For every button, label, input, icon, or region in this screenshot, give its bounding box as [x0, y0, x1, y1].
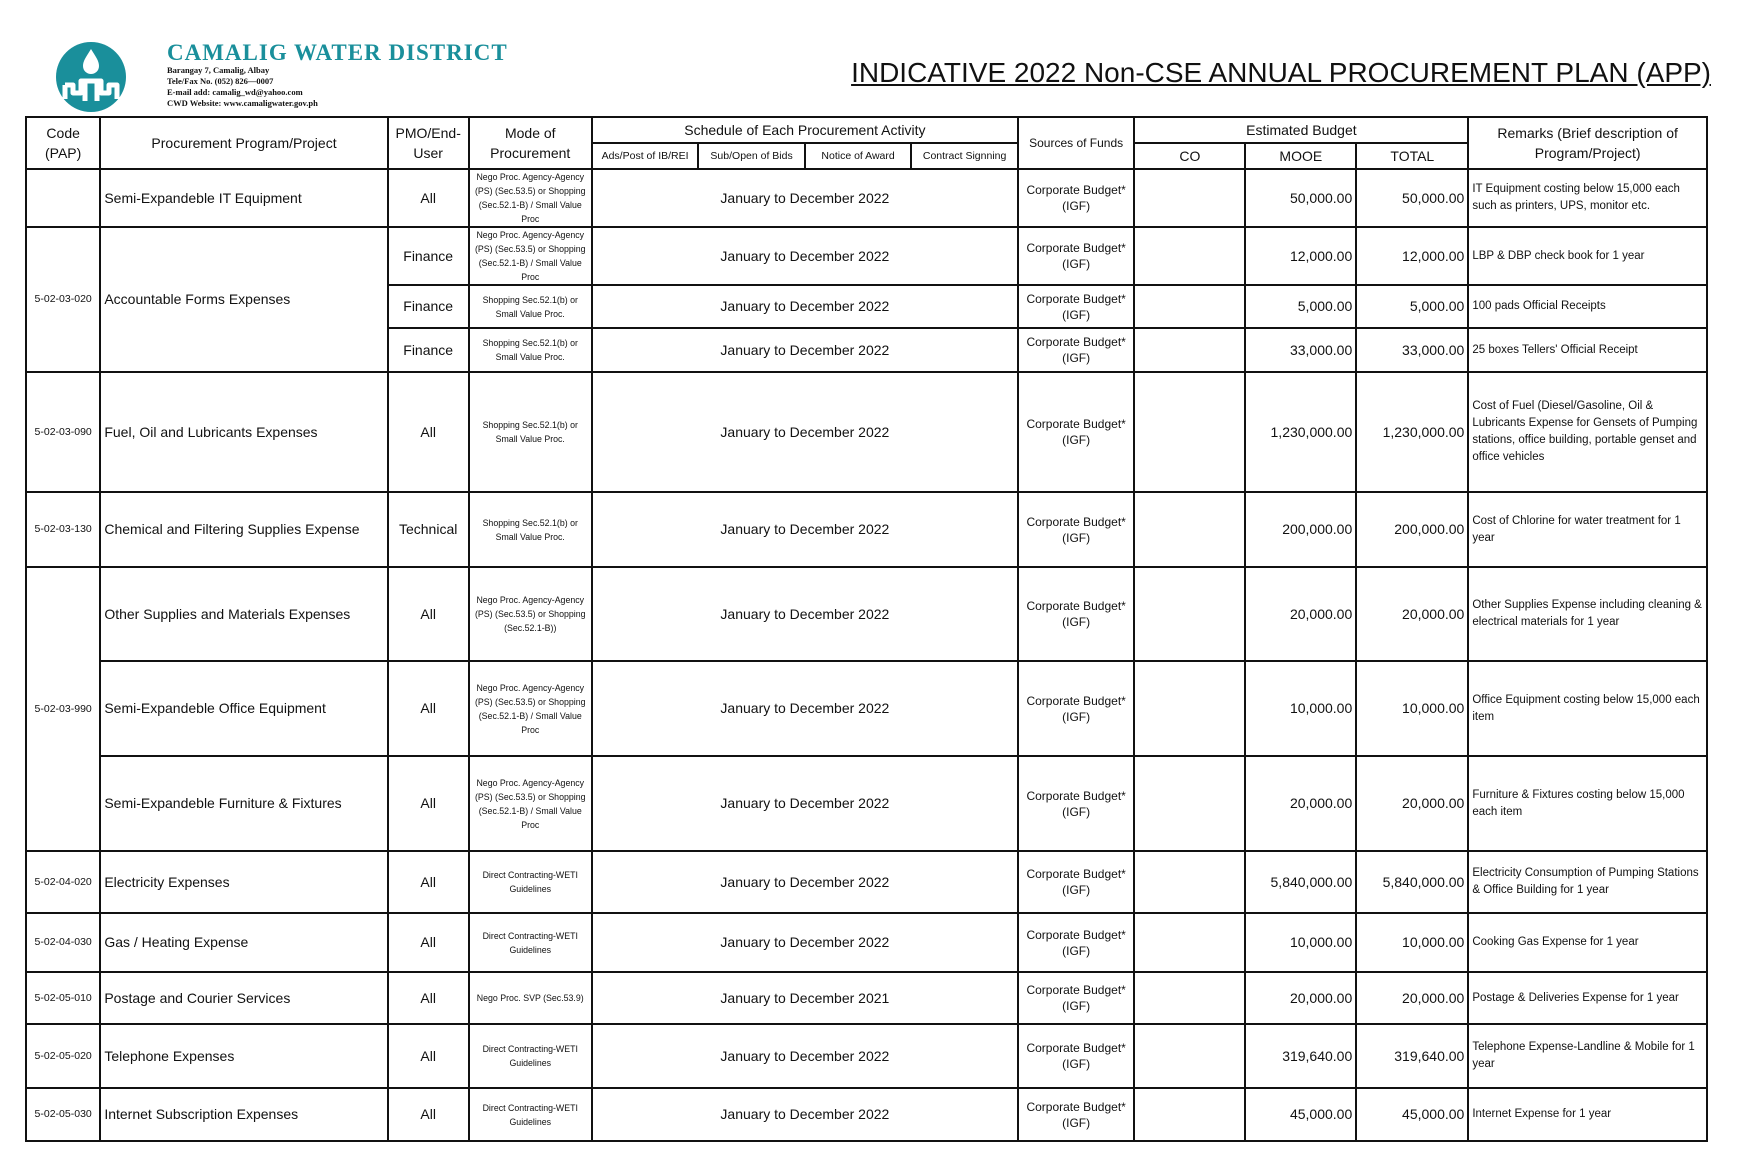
row-pmo: All	[388, 567, 469, 661]
row-co	[1134, 972, 1245, 1024]
row-co	[1134, 661, 1245, 756]
row-remarks: Internet Expense for 1 year	[1468, 1088, 1707, 1141]
row-total: 33,000.00	[1356, 328, 1468, 372]
row-co	[1134, 227, 1245, 285]
procurement-plan-table	[25, 116, 1708, 1142]
row-schedule: January to December 2022	[592, 328, 1018, 372]
table-row	[26, 972, 1707, 1024]
row-fund: Corporate Budget*(IGF)	[1018, 756, 1135, 851]
table-row	[26, 169, 1707, 227]
row-fund: Corporate Budget*(IGF)	[1018, 227, 1135, 285]
row-mode: Shopping Sec.52.1(b) or Small Value Proc.	[469, 492, 592, 567]
table-row	[26, 227, 1707, 285]
row-mode: Direct Contracting-WETI Guidelines	[469, 1088, 592, 1141]
cwd-water-drop-logo-icon	[55, 41, 127, 113]
row-remarks: Postage & Deliveries Expense for 1 year	[1468, 972, 1707, 1024]
table-row	[26, 492, 1707, 567]
row-schedule: January to December 2022	[592, 756, 1018, 851]
row-remarks: LBP & DBP check book for 1 year	[1468, 227, 1707, 285]
row-mode: Nego Proc. SVP (Sec.53.9)	[469, 972, 592, 1024]
row-pmo: Finance	[388, 328, 469, 372]
row-fund: Corporate Budget*(IGF)	[1018, 169, 1135, 227]
row-schedule: January to December 2022	[592, 492, 1018, 567]
row-code	[26, 169, 100, 227]
header-remarks: Remarks (Brief description of Program/Project)	[1468, 117, 1707, 169]
row-mooe: 20,000.00	[1245, 756, 1356, 851]
row-mooe: 50,000.00	[1245, 169, 1356, 227]
header-budget: Estimated Budget	[1134, 117, 1468, 143]
row-co	[1134, 372, 1245, 492]
row-total: 20,000.00	[1356, 567, 1468, 661]
table-row	[26, 567, 1707, 661]
row-fund: Corporate Budget*(IGF)	[1018, 567, 1135, 661]
row-program: Other Supplies and Materials Expenses	[100, 567, 387, 661]
row-schedule: January to December 2022	[592, 1024, 1018, 1088]
row-program: Telephone Expenses	[100, 1024, 387, 1088]
row-mode: Direct Contracting-WETI Guidelines	[469, 913, 592, 972]
row-pmo: Finance	[388, 285, 469, 328]
row-remarks: Cost of Fuel (Diesel/Gasoline, Oil & Lubricants Expense for Gensets of Pumping stations, office building, portable genset and office vehicles	[1468, 372, 1707, 492]
row-program: Internet Subscription Expenses	[100, 1088, 387, 1141]
row-total: 5,840,000.00	[1356, 851, 1468, 913]
table-row	[26, 661, 1707, 756]
row-program: Accountable Forms Expenses	[100, 227, 387, 372]
row-remarks: Other Supplies Expense including cleaning & electrical materials for 1 year	[1468, 567, 1707, 661]
row-mooe: 319,640.00	[1245, 1024, 1356, 1088]
row-fund: Corporate Budget*(IGF)	[1018, 492, 1135, 567]
row-mode: Nego Proc. Agency-Agency (PS) (Sec.53.5) or Shopping (Sec.52.1-B))	[469, 567, 592, 661]
row-co	[1134, 756, 1245, 851]
table-row	[26, 756, 1707, 851]
row-pmo: All	[388, 913, 469, 972]
row-remarks: Cooking Gas Expense for 1 year	[1468, 913, 1707, 972]
row-co	[1134, 169, 1245, 227]
row-co	[1134, 567, 1245, 661]
row-total: 10,000.00	[1356, 661, 1468, 756]
row-pmo: All	[388, 169, 469, 227]
header-mode: Mode of Procurement	[469, 117, 592, 169]
row-remarks: 25 boxes Tellers' Official Receipt	[1468, 328, 1707, 372]
row-total: 5,000.00	[1356, 285, 1468, 328]
org-address: Barangay 7, Camalig, Albay	[167, 65, 270, 75]
header-pmo: PMO/End-User	[388, 117, 469, 169]
row-fund: Corporate Budget*(IGF)	[1018, 285, 1135, 328]
table-row	[26, 1024, 1707, 1088]
row-total: 12,000.00	[1356, 227, 1468, 285]
row-schedule: January to December 2022	[592, 227, 1018, 285]
row-schedule: January to December 2022	[592, 913, 1018, 972]
row-fund: Corporate Budget*(IGF)	[1018, 1088, 1135, 1141]
header-total: TOTAL	[1356, 143, 1468, 169]
header-sub-open: Sub/Open of Bids	[698, 143, 805, 169]
row-total: 200,000.00	[1356, 492, 1468, 567]
row-remarks: Furniture & Fixtures costing below 15,000 each item	[1468, 756, 1707, 851]
header-contract-signing: Contract Signning	[911, 143, 1018, 169]
row-schedule: January to December 2021	[592, 972, 1018, 1024]
row-schedule: January to December 2022	[592, 567, 1018, 661]
table-row	[26, 1088, 1707, 1141]
org-info	[167, 41, 508, 109]
row-program: Postage and Courier Services	[100, 972, 387, 1024]
row-code: 5-02-05-010	[26, 972, 100, 1024]
row-fund: Corporate Budget*(IGF)	[1018, 661, 1135, 756]
row-total: 10,000.00	[1356, 913, 1468, 972]
row-code: 5-02-05-030	[26, 1088, 100, 1141]
row-code: 5-02-03-020	[26, 227, 100, 372]
row-program: Chemical and Filtering Supplies Expense	[100, 492, 387, 567]
row-remarks: Office Equipment costing below 15,000 each item	[1468, 661, 1707, 756]
row-mooe: 1,230,000.00	[1245, 372, 1356, 492]
row-program: Electricity Expenses	[100, 851, 387, 913]
row-co	[1134, 851, 1245, 913]
header-ads-post: Ads/Post of IB/REI	[592, 143, 699, 169]
row-fund: Corporate Budget*(IGF)	[1018, 972, 1135, 1024]
row-total: 20,000.00	[1356, 756, 1468, 851]
table-row	[26, 851, 1707, 913]
row-mode: Nego Proc. Agency-Agency (PS) (Sec.53.5) or Shopping (Sec.52.1-B) / Small Value Proc	[469, 169, 592, 227]
table-row	[26, 913, 1707, 972]
row-mooe: 10,000.00	[1245, 913, 1356, 972]
row-pmo: Finance	[388, 227, 469, 285]
row-code: 5-02-03-990	[26, 567, 100, 851]
row-pmo: All	[388, 1024, 469, 1088]
row-program: Semi-Expandeble IT Equipment	[100, 169, 387, 227]
row-program: Semi-Expandeble Office Equipment	[100, 661, 387, 756]
header-schedule: Schedule of Each Procurement Activity	[592, 117, 1018, 143]
row-fund: Corporate Budget*(IGF)	[1018, 372, 1135, 492]
row-program: Fuel, Oil and Lubricants Expenses	[100, 372, 387, 492]
row-pmo: All	[388, 1088, 469, 1141]
row-total: 45,000.00	[1356, 1088, 1468, 1141]
row-schedule: January to December 2022	[592, 169, 1018, 227]
row-co	[1134, 913, 1245, 972]
row-mooe: 45,000.00	[1245, 1088, 1356, 1141]
row-schedule: January to December 2022	[592, 661, 1018, 756]
org-email: E-mail add: camalig_wd@yahoo.com	[167, 87, 303, 97]
row-total: 50,000.00	[1356, 169, 1468, 227]
row-schedule: January to December 2022	[592, 372, 1018, 492]
row-fund: Corporate Budget*(IGF)	[1018, 1024, 1135, 1088]
row-program: Gas / Heating Expense	[100, 913, 387, 972]
row-fund: Corporate Budget*(IGF)	[1018, 913, 1135, 972]
row-mode: Direct Contracting-WETI Guidelines	[469, 851, 592, 913]
document-header	[25, 35, 1715, 115]
row-code: 5-02-04-030	[26, 913, 100, 972]
row-schedule: January to December 2022	[592, 1088, 1018, 1141]
row-pmo: All	[388, 661, 469, 756]
row-co	[1134, 492, 1245, 567]
row-mooe: 12,000.00	[1245, 227, 1356, 285]
row-code: 5-02-03-130	[26, 492, 100, 567]
row-mooe: 20,000.00	[1245, 972, 1356, 1024]
row-mode: Nego Proc. Agency-Agency (PS) (Sec.53.5) or Shopping (Sec.52.1-B) / Small Value Proc	[469, 661, 592, 756]
org-telefax: Tele/Fax No. (052) 826—0007	[167, 76, 274, 86]
row-fund: Corporate Budget*(IGF)	[1018, 328, 1135, 372]
row-mode: Direct Contracting-WETI Guidelines	[469, 1024, 592, 1088]
row-remarks: 100 pads Official Receipts	[1468, 285, 1707, 328]
row-program: Semi-Expandeble Furniture & Fixtures	[100, 756, 387, 851]
header-program: Procurement Program/Project	[100, 117, 387, 169]
row-code: 5-02-05-020	[26, 1024, 100, 1088]
row-pmo: All	[388, 372, 469, 492]
row-mode: Shopping Sec.52.1(b) or Small Value Proc.	[469, 328, 592, 372]
row-schedule: January to December 2022	[592, 851, 1018, 913]
org-name: CAMALIG WATER DISTRICT	[167, 40, 508, 65]
header-co: CO	[1134, 143, 1245, 169]
header-notice-award: Notice of Award	[805, 143, 912, 169]
header-sources: Sources of Funds	[1018, 117, 1135, 169]
row-co	[1134, 1024, 1245, 1088]
document-title: INDICATIVE 2022 Non-CSE ANNUAL PROCUREMENT PLAN (APP)	[851, 57, 1711, 88]
row-pmo: All	[388, 972, 469, 1024]
table-row	[26, 372, 1707, 492]
row-mode: Shopping Sec.52.1(b) or Small Value Proc.	[469, 285, 592, 328]
header-mooe: MOOE	[1245, 143, 1356, 169]
row-total: 20,000.00	[1356, 972, 1468, 1024]
row-mooe: 5,000.00	[1245, 285, 1356, 328]
row-pmo: All	[388, 756, 469, 851]
row-fund: Corporate Budget*(IGF)	[1018, 851, 1135, 913]
row-mode: Nego Proc. Agency-Agency (PS) (Sec.53.5) or Shopping (Sec.52.1-B) / Small Value Proc	[469, 756, 592, 851]
row-schedule: January to December 2022	[592, 285, 1018, 328]
row-co	[1134, 285, 1245, 328]
row-mooe: 5,840,000.00	[1245, 851, 1356, 913]
row-remarks: Telephone Expense-Landline & Mobile for 1 year	[1468, 1024, 1707, 1088]
row-mooe: 20,000.00	[1245, 567, 1356, 661]
row-mooe: 200,000.00	[1245, 492, 1356, 567]
row-code: 5-02-04-020	[26, 851, 100, 913]
row-total: 319,640.00	[1356, 1024, 1468, 1088]
row-mooe: 10,000.00	[1245, 661, 1356, 756]
row-remarks: Cost of Chlorine for water treatment for 1 year	[1468, 492, 1707, 567]
header-code: Code (PAP)	[26, 117, 100, 169]
row-pmo: All	[388, 851, 469, 913]
row-remarks: IT Equipment costing below 15,000 each such as printers, UPS, monitor etc.	[1468, 169, 1707, 227]
row-co	[1134, 328, 1245, 372]
row-mode: Shopping Sec.52.1(b) or Small Value Proc.	[469, 372, 592, 492]
org-website: CWD Website: www.camaligwater.gov.ph	[167, 98, 318, 108]
row-pmo: Technical	[388, 492, 469, 567]
row-code: 5-02-03-090	[26, 372, 100, 492]
row-mode: Nego Proc. Agency-Agency (PS) (Sec.53.5) or Shopping (Sec.52.1-B) / Small Value Proc	[469, 227, 592, 285]
row-mooe: 33,000.00	[1245, 328, 1356, 372]
row-total: 1,230,000.00	[1356, 372, 1468, 492]
row-remarks: Electricity Consumption of Pumping Stations & Office Building for 1 year	[1468, 851, 1707, 913]
row-co	[1134, 1088, 1245, 1141]
